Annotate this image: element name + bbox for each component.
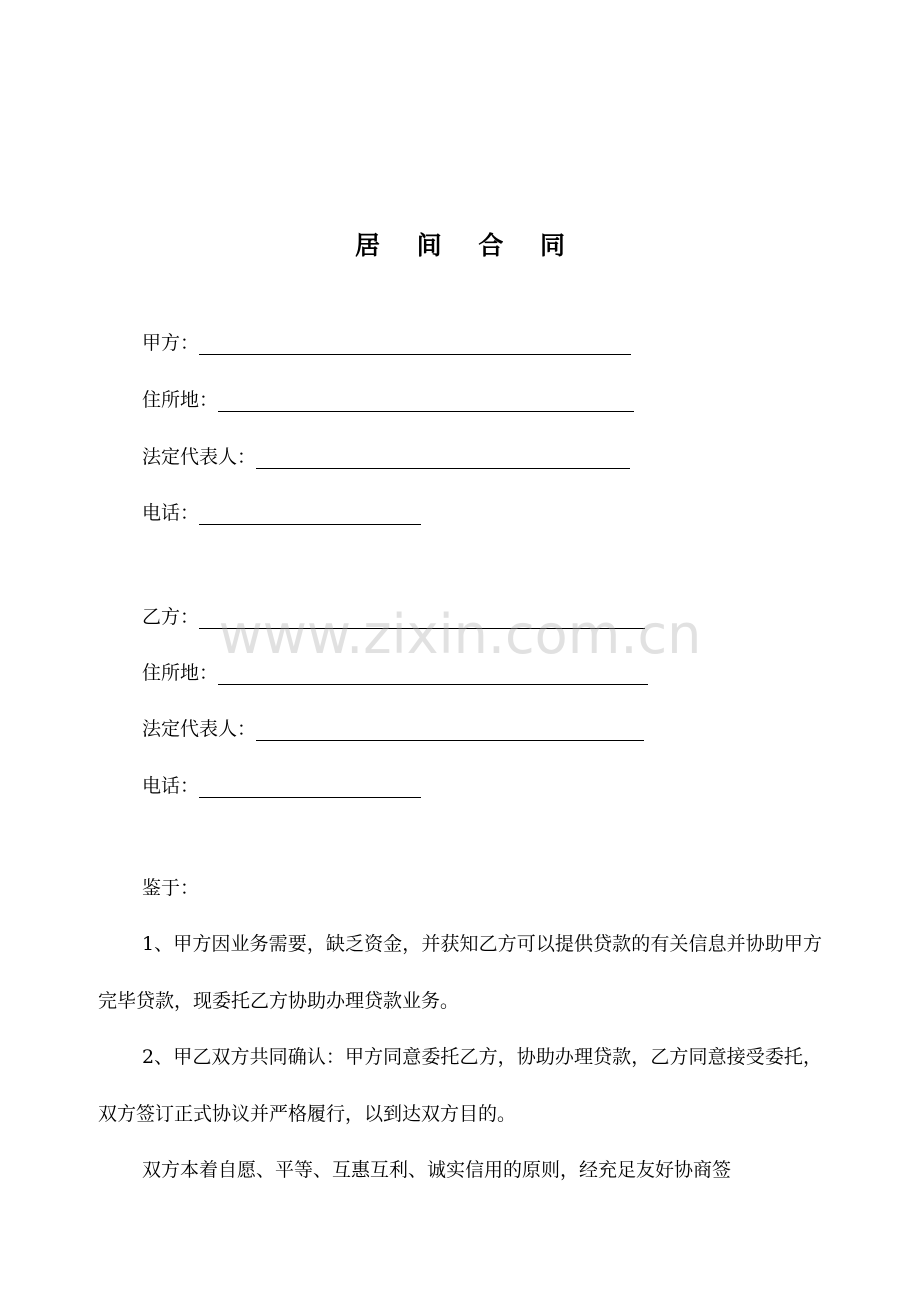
party-b-address-label: 住所地： bbox=[142, 662, 219, 684]
watermark: www.zixin.com.cn bbox=[218, 603, 702, 666]
party-b-rep-blank bbox=[256, 718, 644, 741]
party-a-name-field bbox=[142, 325, 631, 355]
party-a-phone-label: 电话： bbox=[142, 502, 200, 524]
party-a-address-blank bbox=[218, 389, 634, 412]
clause-1: 1、甲方因业务需要，缺乏资金，并获知乙方可以提供贷款的有关信息并协助甲方完毕贷款，现委托乙方协助办理贷款业务。 bbox=[98, 933, 822, 1012]
party-b-phone-blank bbox=[199, 775, 421, 798]
party-b-name-field bbox=[142, 599, 645, 629]
whereas-heading: 鉴于： bbox=[142, 877, 200, 899]
clause-2: 2、甲乙双方共同确认：甲方同意委托乙方，协助办理贷款，乙方同意接受委托，双方签订正式协议并严格履行，以到达双方目的。 bbox=[98, 1046, 822, 1125]
party-a-rep-label: 法定代表人： bbox=[142, 446, 257, 468]
party-b-address-field bbox=[142, 655, 648, 685]
party-a-rep-field bbox=[142, 439, 630, 469]
party-b-rep-label: 法定代表人： bbox=[142, 718, 257, 740]
party-a-phone-blank bbox=[199, 502, 421, 525]
party-a-rep-blank bbox=[256, 446, 630, 469]
clause-3: 双方本着自愿、平等、互惠互利、诚实信用的原则，经充足友好协商签 bbox=[142, 1159, 732, 1181]
party-a-address-label: 住所地： bbox=[142, 389, 219, 411]
party-b-rep-field bbox=[142, 711, 644, 741]
party-b-name-blank bbox=[199, 606, 645, 629]
party-b-name-label: 乙方： bbox=[142, 606, 200, 628]
party-b-address-blank bbox=[218, 662, 648, 685]
party-a-name-label: 甲方： bbox=[142, 332, 200, 354]
party-a-phone-field bbox=[142, 495, 421, 525]
party-b-phone-field bbox=[142, 768, 421, 798]
party-a-name-blank bbox=[199, 332, 631, 355]
party-a-address-field bbox=[142, 382, 634, 412]
party-b-phone-label: 电话： bbox=[142, 775, 200, 797]
document-title: 居 间 合 同 bbox=[354, 231, 580, 260]
